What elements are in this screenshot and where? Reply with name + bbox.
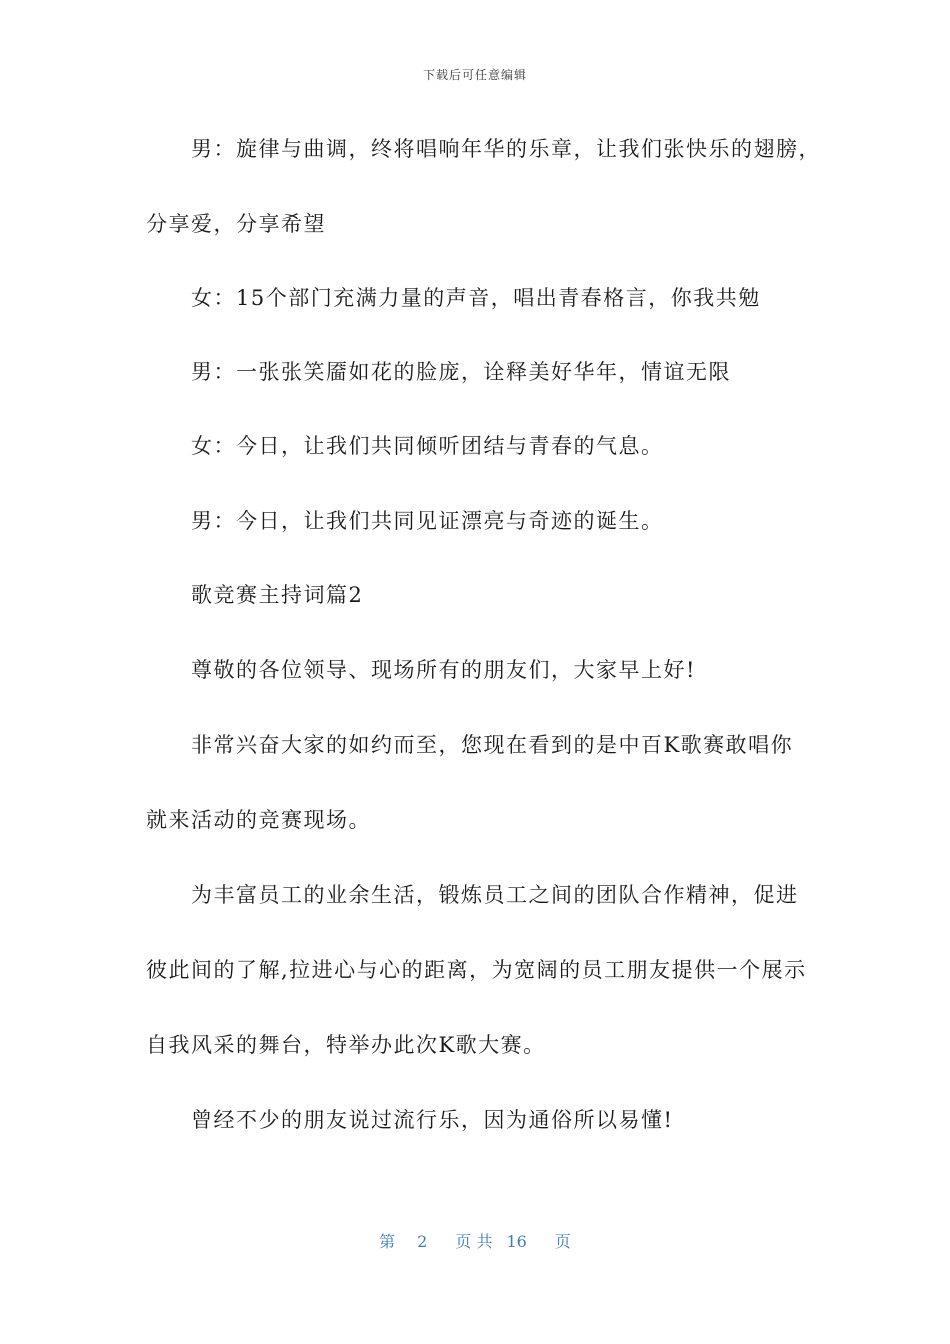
footer-label-ye-gong: 页 共 — [455, 1232, 493, 1251]
footer-label-di: 第 — [379, 1232, 396, 1251]
section-heading: 歌竞赛主持词篇2 — [191, 583, 364, 607]
paragraph-line: 就来活动的竞赛现场。 — [146, 808, 371, 832]
paragraph-line: 分享爱，分享希望 — [146, 212, 326, 236]
footer-total-pages: 16 — [506, 1232, 527, 1251]
paragraph-line: 非常兴奋大家的如约而至，您现在看到的是中百K歌赛敢唱你 — [191, 733, 794, 757]
paragraph-line: 自我风采的舞台，特举办此次K歌大赛。 — [146, 1033, 546, 1057]
page-header-note: 下载后可任意编辑 — [422, 68, 527, 82]
paragraph-line: 男：今日，让我们共同见证漂亮与奇迹的诞生。 — [191, 509, 664, 533]
paragraph-line: 男：旋律与曲调，终将唱响年华的乐章，让我们张快乐的翅膀， — [191, 137, 821, 161]
footer-current-page: 2 — [417, 1232, 428, 1251]
paragraph-line: 女：今日，让我们共同倾听团结与青春的气息。 — [191, 434, 664, 458]
paragraph-line: 女：15个部门充满力量的声音，唱出青春格言，你我共勉 — [191, 286, 761, 310]
page-footer — [0, 1229, 950, 1252]
footer-label-ye: 页 — [554, 1232, 571, 1251]
paragraph-line: 为丰富员工的业余生活，锻炼员工之间的团队合作精神，促进 — [191, 883, 799, 907]
paragraph-line: 曾经不少的朋友说过流行乐，因为通俗所以易懂! — [191, 1108, 674, 1132]
paragraph-line: 彼此间的了解,拉进心与心的距离，为宽阔的员工朋友提供一个展示 — [146, 958, 807, 982]
paragraph-line: 男：一张张笑靥如花的脸庞，诠释美好华年，情谊无限 — [191, 360, 731, 384]
paragraph-line: 尊敬的各位领导、现场所有的朋友们，大家早上好! — [191, 658, 696, 682]
